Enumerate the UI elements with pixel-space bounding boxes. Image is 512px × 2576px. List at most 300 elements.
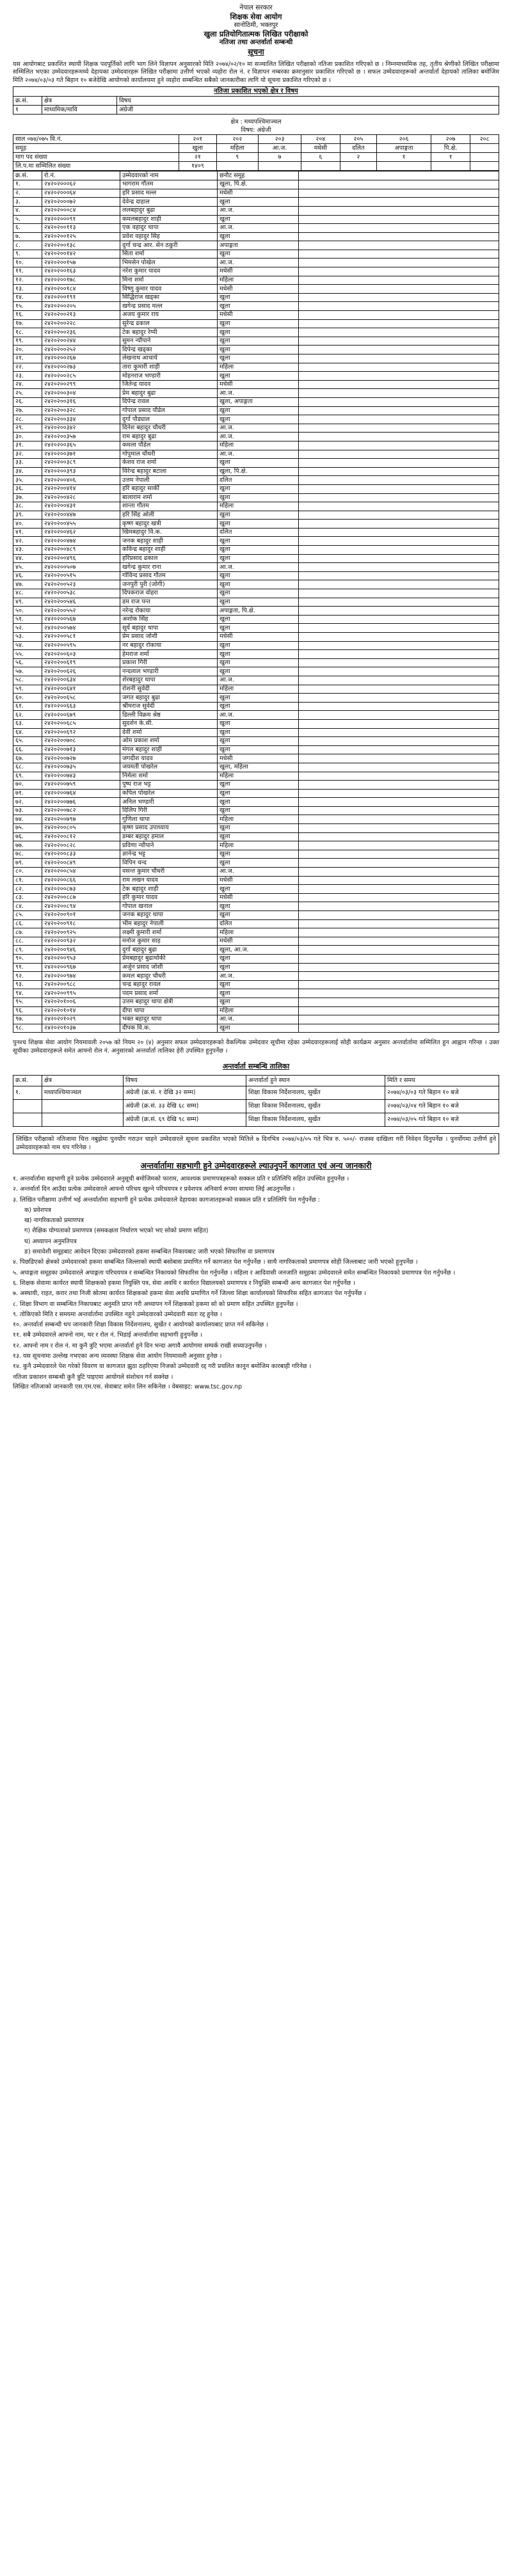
candidate-name: श्रीमराज सुवेदी [120, 702, 218, 711]
schedule-header-cell: क्षेत्र [42, 1075, 124, 1086]
candidate-blank-cell [299, 363, 499, 372]
candidate-row [13, 658, 499, 667]
candidate-group: दलित [218, 919, 299, 928]
candidate-serial: १७. [13, 319, 42, 328]
quota-cell: मधेसी [301, 144, 340, 153]
candidate-row [13, 868, 499, 877]
candidate-group: महिला [218, 928, 299, 937]
candidate-group: खुला [218, 415, 299, 424]
candidate-blank-cell [299, 737, 499, 746]
candidate-roll-number: २४२०२००४१४ [42, 484, 120, 493]
schedule-row [13, 1099, 499, 1113]
quota-row [13, 153, 499, 162]
candidate-group: खुला [218, 702, 299, 711]
candidate-row [13, 598, 499, 607]
candidate-name: चन्द्र बहादुर रावल [120, 980, 218, 989]
candidate-name: नरेश कुमार यादव [120, 267, 218, 276]
quota-cell: २०८ [470, 135, 499, 144]
candidate-name: जगत बहादुर बुढा [120, 694, 218, 703]
candidate-name: नन्दलाल भण्डारी [120, 667, 218, 676]
recheck-note: लिखित परीक्षाको नतिजामा चित्त नबुझेमा पुनर्योग गराउन चाहने उम्मेदवारले सूचना प्रकाशित भएको मितिले ७ दिनभित्र २०७४/०३/०५ गते भित्र रु. ५००/- राजस्व दाखिला गरी निवेदन दिनुपर्नेछ । पुनर्योगमा उत्तीर्ण हुने उम्मेदवारहरूको नाम थप गरिनेछ । [13, 1133, 499, 1155]
candidate-group: खुला [218, 658, 299, 667]
candidate-row [13, 737, 499, 746]
candidate-group: खुला [218, 293, 299, 302]
candidate-serial: ८४. [13, 902, 42, 911]
candidate-name: जनक बहादुर शाही [120, 537, 218, 546]
candidate-roll-number: २४२०२००४४७ [42, 511, 120, 520]
instruction-item: घ) अध्यापन अनुमतिपत्र [24, 1237, 77, 1245]
candidate-group: खुला, अपाङ्गता [218, 397, 299, 406]
candidate-name: सिता शर्मा [120, 250, 218, 258]
candidate-group: आ.ज. [218, 206, 299, 215]
candidate-row [13, 754, 499, 763]
candidate-serial: ९५. [13, 998, 42, 1006]
candidate-roll-number: २४२०२००१३८ [42, 241, 120, 250]
candidate-name: रोशनी सुवेदी [120, 685, 218, 694]
candidate-row [13, 346, 499, 354]
candidate-group: आ.ज. [218, 224, 299, 233]
candidate-serial: ४२. [13, 537, 42, 546]
candidate-roll-number: २४२०२००४७४ [42, 537, 120, 546]
candidate-roll-number: २४२०२००५८१ [42, 633, 120, 642]
candidate-blank-cell [299, 972, 499, 981]
candidate-roll-number: २४२०२०००९१ [42, 215, 120, 224]
candidate-name: भिमसेन पोखेल [120, 258, 218, 267]
candidate-serial: ५२. [13, 624, 42, 633]
candidate-blank-cell [299, 893, 499, 902]
candidate-row [13, 546, 499, 555]
candidate-name: शेरबहादुर थापा [120, 676, 218, 685]
candidate-roll-number: २४२०२००७३५ [42, 763, 120, 772]
candidate-roll-number: २४२०२००९५३ [42, 954, 120, 963]
quota-cell: २०३ [258, 135, 301, 144]
candidate-group: महिला [218, 276, 299, 285]
candidate-group: मधेसी [218, 937, 299, 946]
candidate-row [13, 824, 499, 833]
candidate-roll-number: २४२०२००२४४ [42, 337, 120, 346]
candidate-serial: ३१. [13, 441, 42, 450]
candidate-name: ओम प्रकाश शर्मा [120, 737, 218, 746]
candidate-roll-number: २४२०२००७२७ [42, 754, 120, 763]
candidate-blank-cell [299, 711, 499, 720]
candidate-blank-cell [299, 772, 499, 781]
candidate-name: प्रविणा न्यौपाने [120, 841, 218, 850]
candidate-name: टेक बहादुर रेग्मी [120, 328, 218, 337]
candidate-roll-number: २४२०२००३३४ [42, 415, 120, 424]
candidate-serial: ७९. [13, 859, 42, 868]
instruction-item: १३. यस सूचनामा उल्लेख नभएका अन्य व्यवस्था शिक्षक सेवा आयोग नियमावली अनुसार हुनेछ । [13, 1352, 222, 1360]
candidate-serial: ४. [13, 206, 42, 215]
candidate-serial: २१. [13, 354, 42, 363]
candidate-group: खुला [218, 328, 299, 337]
candidate-row [13, 389, 499, 398]
candidate-row [13, 276, 499, 285]
candidate-name: अर्जुन प्रसाद जोशी [120, 963, 218, 972]
candidate-blank-cell [299, 589, 499, 598]
candidate-name: गुणिला थापा [120, 815, 218, 824]
candidate-roll-number: २४२०२००५२३ [42, 580, 120, 589]
header-commission: शिक्षक सेवा आयोग [230, 12, 282, 22]
candidate-blank-cell [299, 484, 499, 493]
candidate-roll-number: २४२०२००७१३ [42, 745, 120, 754]
area-cell: १ [13, 106, 42, 115]
candidate-group: खुला [218, 493, 299, 502]
candidate-blank-cell [299, 319, 499, 328]
candidate-row [13, 1006, 499, 1015]
candidate-row [13, 397, 499, 406]
candidate-blank-cell [299, 832, 499, 841]
schedule-cell: १. [13, 1086, 42, 1099]
candidate-name: जगदीश यादव [120, 754, 218, 763]
candidate-serial: ५१. [13, 615, 42, 624]
candidate-group: खुला [218, 902, 299, 911]
candidate-serial: ६८. [13, 763, 42, 772]
candidate-row [13, 633, 499, 642]
candidate-serial: ८५. [13, 911, 42, 920]
candidate-roll-number: २४२०२००२६७ [42, 354, 120, 363]
candidate-name: मोहनराज भण्डारी [120, 372, 218, 381]
candidate-row [13, 798, 499, 807]
candidate-group: खुला [218, 641, 299, 650]
candidate-name: दिपेन्द्र रावल [120, 397, 218, 406]
candidate-roll-number: २४२०२००२७३ [42, 363, 120, 372]
candidate-name: उत्तम नेपाली [120, 476, 218, 485]
candidate-row [13, 980, 499, 989]
candidate-row [13, 624, 499, 633]
candidate-name: भीम बहादुर नेपाली [120, 919, 218, 928]
candidate-row [13, 180, 499, 189]
candidate-group: आ.ज. [218, 433, 299, 441]
candidate-serial: ३७. [13, 493, 42, 502]
quota-cell: लि.प.मा सम्मिलित संख्या [13, 162, 179, 171]
candidate-blank-cell [299, 241, 499, 250]
instructions-bottom-line: लिखित नतिजाको जानकारी एस.एम.एस. सेवाबाट समेत लिन सकिनेछ । वेबसाइट: www.tsc.gov.np [13, 1383, 243, 1390]
candidate-blank-cell [299, 641, 499, 650]
candidate-serial: २०. [13, 346, 42, 354]
candidate-row [13, 1024, 499, 1033]
quota-cell: २०४ [301, 135, 340, 144]
candidate-name: हरिप्रसाद ढकाल [120, 554, 218, 563]
candidate-serial: १६. [13, 311, 42, 320]
candidate-group: महिला [218, 441, 299, 450]
candidate-name: तारा कुमारी शाही [120, 363, 218, 372]
candidate-group: महिला [218, 685, 299, 694]
candidate-row [13, 763, 499, 772]
candidate-row [13, 772, 499, 781]
candidate-roll-number: २४२०२००३४२ [42, 424, 120, 433]
schedule-cell: २०७४/०३/०३ गते बिहान १० बजे [385, 1086, 499, 1099]
candidate-blank-cell [299, 850, 499, 859]
candidate-roll-number: २४२०२००४६२ [42, 528, 120, 537]
candidate-roll-number: २४२०२००३६५ [42, 441, 120, 450]
candidate-blank-cell [299, 397, 499, 406]
candidate-group: मधेसी [218, 311, 299, 320]
candidate-blank-cell [299, 511, 499, 520]
candidate-blank-cell [299, 980, 499, 989]
candidate-row [13, 267, 499, 276]
schedule-row [13, 1113, 499, 1126]
candidate-serial: ३५. [13, 476, 42, 485]
candidate-blank-cell [299, 615, 499, 624]
candidate-row [13, 293, 499, 302]
candidate-blank-cell [299, 215, 499, 224]
candidate-name: जितेन्द्र यादव [120, 380, 218, 389]
candidate-blank-cell [299, 694, 499, 703]
candidate-roll-number: २४२०२००६३४ [42, 676, 120, 685]
candidate-row [13, 215, 499, 224]
candidate-roll-number: २४२०२००१७८ [42, 276, 120, 285]
header-exam-type: खुला प्रतियोगितात्मक लिखित परीक्षाको [204, 29, 308, 38]
candidate-row [13, 415, 499, 424]
candidate-serial: ८९. [13, 946, 42, 955]
quota-cell [340, 162, 377, 171]
candidate-name: मिना शर्मा [120, 276, 218, 285]
candidate-row [13, 902, 499, 911]
candidate-group: खुला [218, 824, 299, 833]
candidate-blank-cell [299, 406, 499, 415]
candidate-name: देवेन्द्र दाहाल [120, 198, 218, 207]
candidate-row [13, 285, 499, 294]
candidate-row [13, 258, 499, 267]
candidate-blank-cell [299, 806, 499, 815]
candidate-header-cell: क्र.सं. [13, 171, 42, 180]
candidate-header-cell: उम्मेदवारको नाम [120, 171, 218, 180]
candidate-row [13, 607, 499, 616]
candidate-name: दिपेन्द्र खड्का [120, 346, 218, 354]
candidate-blank-cell [299, 781, 499, 790]
candidate-group: आ.ज. [218, 676, 299, 685]
schedule-cell: शिक्षा विकास निर्देशनालय, सुर्खेत [246, 1086, 385, 1099]
candidate-blank-cell [299, 441, 499, 450]
candidate-roll-number: २४२०२००८६६ [42, 876, 120, 885]
candidate-serial: १४. [13, 293, 42, 302]
quota-cell: १ [377, 153, 431, 162]
quota-cell: खुला [179, 144, 217, 153]
schedule-cell: मध्यपश्चिमाञ्चल [42, 1086, 124, 1099]
candidate-roll-number: २४२०२००६५८ [42, 694, 120, 703]
candidate-row [13, 450, 499, 459]
candidate-blank-cell [299, 502, 499, 511]
candidate-blank-cell [299, 885, 499, 894]
candidate-name: सुमन न्यौपाने [120, 337, 218, 346]
instruction-item: १. अन्तर्वार्तामा सहभागी हुने प्रत्येक उम्मेदवारले अनुसूची बमोजिमको फाराम, आवश्यक प्रमाणपत्रहरूको सक्कल प्रति र प्रतिलिपि सहित उपस्थित हुनुपर्नेछ । [13, 1175, 349, 1182]
candidate-name: प्रकाश गिरी [120, 658, 218, 667]
candidate-serial: ९१. [13, 963, 42, 972]
candidate-serial: ८१. [13, 876, 42, 885]
schedule-cell [13, 1113, 42, 1126]
candidate-serial: १३. [13, 285, 42, 294]
candidate-blank-cell [299, 824, 499, 833]
candidate-name: प्रवेश वहादुर सिह [120, 232, 218, 241]
candidate-roll-number: २४२०२००१८४ [42, 285, 120, 294]
candidate-roll-number: २४२०२००५९५ [42, 641, 120, 650]
candidate-row [13, 911, 499, 920]
candidate-row [13, 363, 499, 372]
candidate-group: खुला [218, 589, 299, 598]
candidate-group: खुला [218, 998, 299, 1006]
candidate-group: खुला [218, 302, 299, 311]
candidate-row [13, 702, 499, 711]
candidate-group: अपाङ्गता [218, 241, 299, 250]
candidate-blank-cell [299, 868, 499, 877]
candidate-name: ज्ञानेन्द्र भट्ट [120, 850, 218, 859]
candidate-serial: १. [13, 180, 42, 189]
candidate-name: कमल बहादुर चौधरी [120, 972, 218, 981]
candidate-name: दिलिप गिरी [120, 806, 218, 815]
candidate-blank-cell [299, 902, 499, 911]
candidate-row [13, 250, 499, 258]
candidate-row [13, 571, 499, 580]
candidate-blank-cell [299, 676, 499, 685]
candidate-roll-number: २४२०२००१९१ [42, 293, 120, 302]
candidate-group: मधेसी [218, 754, 299, 763]
candidate-blank-cell [299, 424, 499, 433]
candidate-blank-cell [299, 224, 499, 233]
candidate-blank-cell [299, 1024, 499, 1033]
candidate-row [13, 406, 499, 415]
quota-row [13, 144, 499, 153]
instruction-item: ८. शिक्षा विभाग वा सम्बन्धित निकायबाट अनुमति प्राप्त गरी अध्यापन गर्ने शिक्षकको हकमा सो को प्रमाण सहित उपस्थित हुनुपर्नेछ । [13, 1300, 298, 1308]
candidate-row [13, 311, 499, 320]
quota-cell: १ [431, 153, 470, 162]
instruction-item: ङ) समावेशी समूहबाट आवेदन दिएका उम्मेदवारको हकमा सम्बन्धित निकायबाट जारी भएको सिफारिस वा प्रमाणपत्र [24, 1248, 275, 1256]
candidate-group: आ.ज. [218, 868, 299, 877]
candidate-group: खुला [218, 832, 299, 841]
candidate-serial: ८६. [13, 919, 42, 928]
candidate-serial: ६४. [13, 728, 42, 737]
candidate-group: खुला [218, 737, 299, 746]
candidate-header-cell: रो.नं. [42, 171, 120, 180]
candidate-name: टेक बहादुर शाही [120, 885, 218, 894]
candidate-group: खुला [218, 571, 299, 580]
quota-row [13, 162, 499, 171]
candidate-serial: ५३. [13, 633, 42, 642]
candidate-name: राम बहादुर बुढा [120, 433, 218, 441]
candidate-name: गोपुमाल चौधरी [120, 450, 218, 459]
candidate-roll-number: २४२०२००९९५ [42, 989, 120, 998]
candidate-blank-cell [299, 520, 499, 529]
candidate-serial: ९६. [13, 1006, 42, 1015]
candidate-row [13, 476, 499, 485]
candidate-blank-cell [299, 354, 499, 363]
candidate-roll-number: २४२०२००८८७ [42, 893, 120, 902]
candidate-group: महिला [218, 841, 299, 850]
candidate-name: विरेन्द्र बहादुर बटाला [120, 467, 218, 476]
candidate-serial: ४९. [13, 598, 42, 607]
candidate-blank-cell [299, 250, 499, 258]
candidate-roll-number: २४२०२००३७१ [42, 450, 120, 459]
candidate-blank-cell [299, 911, 499, 920]
candidate-group: खुला [218, 806, 299, 815]
candidate-group: खुला [218, 319, 299, 328]
candidate-serial: ७४. [13, 815, 42, 824]
candidate-name: लेखनाथ आचार्य [120, 354, 218, 363]
candidate-serial: ५४. [13, 641, 42, 650]
candidate-blank-cell [299, 372, 499, 381]
candidate-serial: ५९. [13, 685, 42, 694]
candidate-name: डम राज पन्त [120, 598, 218, 607]
candidate-roll-number: २४२०२००५५२ [42, 607, 120, 616]
area-header-cell: क्र.सं. [13, 97, 42, 106]
candidate-row [13, 493, 499, 502]
candidate-serial: ३०. [13, 433, 42, 441]
candidate-name: कपिल पोखरेल [120, 789, 218, 798]
candidate-roll-number: २४२०२००९३२ [42, 937, 120, 946]
candidate-name: भागराम गौतम [120, 180, 218, 189]
candidate-blank-cell [299, 459, 499, 468]
candidate-serial: ६. [13, 224, 42, 233]
quota-cell: ९ [216, 153, 258, 162]
candidate-group: खुला [218, 650, 299, 659]
candidate-name: देवी शर्मा [120, 728, 218, 737]
intro-paragraph: यस आयोगबाट प्रकाशित स्थायी शिक्षक पदपूर्तिको लागि भाग लिने विज्ञापन अनुसारको मिति २०७४/०२/१० मा सञ्चालित लिखित परीक्षाको नतिजा प्रकाशित गरिएको छ । निम्नमाध्यमिक तह, तृतीय श्रेणीको लिखित परीक्षामा सम्मिलित भएका उम्मेदवारहरूमध्ये देहायका उम्मेदवारहरू लिखित परीक्षामा उत्तीर्ण भएको व्यहोरा रोल नं. र विज्ञापन नम्बरका क्रमानुसार प्रकाशित गरिएको छ । सफल उम्मेदवारहरूको अन्तर्वार्ता देहायको तालिका बमोजिम मिति २०७४/०३/०३ गते बिहान १० बजेदेखि आयोगको कार्यालयमा हुने व्यहोरा सम्बन्धित सबैको जानकारीका लागि यो सूचना प्रकाशित गरिएको छ । [13, 60, 499, 84]
candidate-blank-cell [299, 450, 499, 459]
instruction-item: ३. लिखित परीक्षामा उत्तीर्ण भई अन्तर्वार्तामा सहभागी हुने प्रत्येक उम्मेदवारले देहायका कागजातहरूको सक्कल प्रति र प्रतिलिपि पेश गर्नुपर्नेछ : [13, 1196, 320, 1204]
candidate-blank-cell [299, 998, 499, 1006]
candidate-name: बालाराम शर्मा [120, 493, 218, 502]
candidate-serial: २४. [13, 380, 42, 389]
candidate-group: मधेसी [218, 380, 299, 389]
candidate-roll-number: २४२०२००५१५ [42, 571, 120, 580]
candidate-group: खुला [218, 694, 299, 703]
candidate-serial: ७३. [13, 806, 42, 815]
candidate-row [13, 328, 499, 337]
candidate-row [13, 937, 499, 946]
candidate-serial: ५८. [13, 676, 42, 685]
instruction-item: ५. अपाङ्गता समूहका उम्मेदवारले अपाङ्गता परिचयपत्र र सम्बन्धित निकायको सिफारिस पेश गर्नुपर्नेछ । महिला र आदिवासी जनजाति समूहका उम्मेदवारले समेत सम्बन्धित निकायको प्रमाणपत्र पेश गर्नुपर्नेछ । [13, 1269, 456, 1276]
candidate-roll-number: २४२०२००९७४ [42, 972, 120, 981]
candidate-group: खुला [218, 215, 299, 224]
candidate-roll-number: २४२०२००२८५ [42, 372, 120, 381]
candidate-group: दलित [218, 476, 299, 485]
candidate-roll-number: २४२०२००७०८ [42, 737, 120, 746]
candidate-row [13, 789, 499, 798]
quota-cell: अपाङ्गता [377, 144, 431, 153]
candidate-row [13, 198, 499, 207]
candidate-roll-number: २४२०२००५७४ [42, 624, 120, 633]
candidate-blank-cell [299, 598, 499, 607]
quota-cell [377, 162, 431, 171]
candidate-serial: ४७. [13, 580, 42, 589]
instruction-item: ६. शिक्षक सेवामा कार्यरत स्थायी शिक्षकको हकमा नियुक्ति पत्र, सेवा अवधि र कार्यरत विद्यालयको प्रमाणपत्र र नियुक्ति सम्बन्धी अन्य कागजात पेश गर्नुपर्नेछ । [13, 1279, 355, 1287]
candidate-name: प्रेम बहादुर बुढा [120, 389, 218, 398]
candidate-group: दलित [218, 528, 299, 537]
candidate-name: वसन्त कुमार चौधरी [120, 868, 218, 877]
candidate-serial: ८. [13, 241, 42, 250]
candidate-group: मधेसी [218, 189, 299, 198]
candidate-name: सिद्धिराज खड्का [120, 293, 218, 302]
candidate-blank-cell [299, 206, 499, 215]
area-cell: अंग्रेजी [117, 106, 499, 115]
notice-page [13, 0, 499, 1391]
quota-cell: २०७ [431, 135, 470, 144]
candidate-row [13, 711, 499, 720]
quota-cell: ६ [301, 153, 340, 162]
candidate-group: आ.ज. [218, 389, 299, 398]
candidate-blank-cell [299, 267, 499, 276]
candidate-blank-cell [299, 276, 499, 285]
candidate-serial: २३. [13, 372, 42, 381]
candidate-roll-number: २४२०२०००६४ [42, 189, 120, 198]
candidate-group: खुला [218, 346, 299, 354]
quota-cell [431, 162, 470, 171]
candidate-serial: ६२. [13, 711, 42, 720]
candidate-name: अनिल भण्डारी [120, 798, 218, 807]
candidate-name: पुष्प राज भट्ट [120, 781, 218, 790]
candidate-group: खुला [218, 554, 299, 563]
candidate-roll-number: २४२०२००८१२ [42, 832, 120, 841]
candidate-name: प्रेम प्रसाद जोशी [120, 633, 218, 642]
